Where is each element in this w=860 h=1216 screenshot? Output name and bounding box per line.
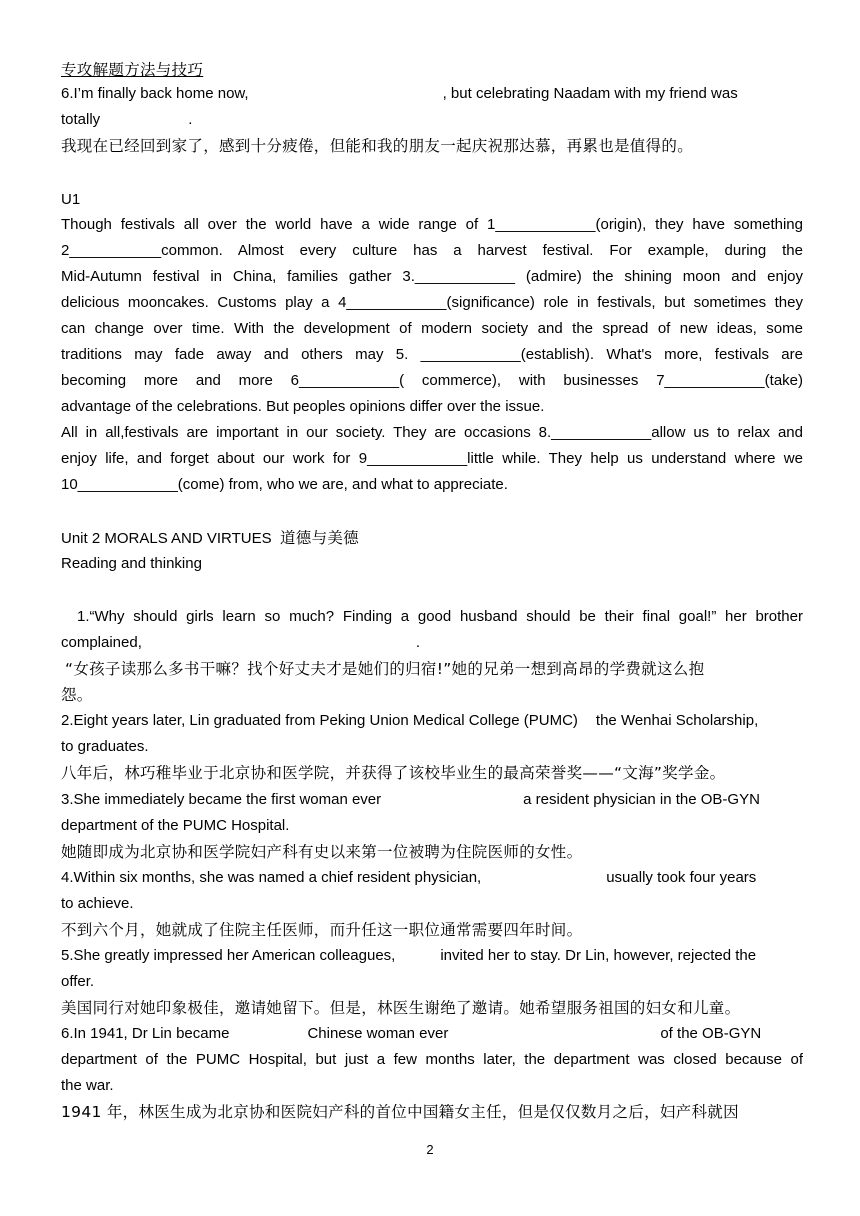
page-number: 2: [426, 1142, 434, 1157]
item-6-line-2: department of the PUMC Hospital, but just a few months later, the department was closed because of: [61, 1051, 803, 1068]
item-1-line-1: 1.“Why should girls learn so much? Finding a good husband should be their final goal!” her brother: [77, 608, 803, 625]
item-3-line-1: [61, 790, 803, 810]
unit2-heading-cn: 道德与美德: [279, 529, 359, 547]
unit2-subheading: Reading and thinking: [61, 555, 202, 572]
item-5-line-2: offer.: [61, 973, 95, 990]
u1-line: can change over time. With the development of modern society and the spread of new ideas, some: [61, 320, 803, 337]
item-text: complained,: [61, 634, 142, 651]
item-3-translation: 她随即成为北京协和医学院妇产科有史以来第一位被聘为住院医师的女性。: [61, 843, 583, 861]
item-2-line-1: [61, 711, 803, 731]
item-2-translation: 八年后，林巧稚毕业于北京协和医学院，并获得了该校毕业生的最高荣誉奖——“文海”奖学金。: [61, 764, 726, 782]
u1-line: Mid-Autumn festival in China, families gather 3.____________ (admire) the shining moon and enjoy: [61, 268, 803, 285]
item-4-translation: 不到六个月，她就成了住院主任医师，而升任这一职位通常需要四年时间。: [61, 921, 583, 939]
u1-line: advantage of the celebrations. But peoples opinions differ over the issue.: [61, 398, 545, 415]
intro-line-1: [61, 84, 803, 104]
u1-line: delicious mooncakes. Customs play a 4____________(significance) role in festivals, but sometimes they: [61, 294, 803, 311]
u1-line: traditions may fade away and others may 5. ____________(establish). What's more, festivals are: [61, 346, 803, 363]
u1-line: becoming more and more 6____________( commerce), with businesses 7____________(take): [61, 372, 803, 389]
section-title: 专攻解题方法与技巧: [61, 61, 204, 79]
item-text: 2.Eight years later, Lin graduated from Peking Union Medical College (PUMC): [61, 712, 578, 729]
item-text: invited her to stay. Dr Lin, however, rejected the: [440, 947, 757, 964]
intro-text: , but celebrating Naadam with my friend was: [442, 85, 738, 102]
item-text: 6.In 1941, Dr Lin became: [61, 1025, 230, 1042]
item-text: of the OB-GYN: [660, 1025, 762, 1042]
item-text: Chinese woman ever: [307, 1025, 449, 1042]
intro-text: .: [188, 111, 193, 128]
item-text: a resident physician in the OB-GYN: [523, 791, 760, 808]
intro-line-2: [61, 110, 803, 130]
item-4-line-2: to achieve.: [61, 895, 134, 912]
item-2-line-2: to graduates.: [61, 738, 149, 755]
intro-text: totally: [61, 111, 101, 128]
u1-line: Though festivals all over the world have a wide range of 1____________(origin), they have something: [61, 216, 803, 233]
u1-line: All in all,festivals are important in our society. They are occasions 8.____________allow us to relax and: [61, 424, 803, 441]
item-1-line-2: [61, 633, 803, 653]
item-1-translation-2: 怨。: [61, 686, 93, 704]
item-text: 4.Within six months, she was named a chief resident physician,: [61, 869, 482, 886]
item-text: the Wenhai Scholarship,: [595, 712, 759, 729]
u1-line: enjoy life, and forget about our work for 9____________little while. They help us understand where we: [61, 450, 803, 467]
item-5-translation: 美国同行对她印象极佳，邀请她留下。但是，林医生谢绝了邀请。她希望服务祖国的妇女和儿童。: [61, 999, 741, 1017]
item-text: 3.She immediately became the first woman ever: [61, 791, 382, 808]
item-4-line-1: [61, 868, 803, 888]
u1-line: 2___________common. Almost every culture has a harvest festival. For example, during the: [61, 242, 803, 259]
intro-text: 6.I’m finally back home now,: [61, 85, 249, 102]
unit2-heading-en: Unit 2 MORALS AND VIRTUES: [61, 530, 272, 547]
item-3-line-2: department of the PUMC Hospital.: [61, 817, 290, 834]
item-text: .: [415, 634, 421, 651]
item-6-translation: 1941 年，林医生成为北京协和医院妇产科的首位中国籍女主任，但是仅仅数月之后，妇产科就因: [61, 1103, 739, 1121]
u1-heading: U1: [61, 191, 81, 208]
item-1-translation: “女孩子读那么多书干嘛？找个好丈夫才是她们的归宿!”她的兄弟一想到高昂的学费就这么抱: [65, 660, 705, 678]
item-6-line-3: the war.: [61, 1077, 114, 1094]
item-text: usually took four years: [606, 869, 757, 886]
item-5-line-1: [61, 946, 803, 966]
u1-line: 10____________(come) from, who we are, and what to appreciate.: [61, 476, 508, 493]
unit2-heading: [61, 528, 803, 549]
item-text: 5.She greatly impressed her American colleagues,: [61, 947, 396, 964]
item-6-line-1: [61, 1024, 803, 1044]
intro-translation: 我现在已经回到家了，感到十分疲倦，但能和我的朋友一起庆祝那达慕，再累也是值得的。: [61, 137, 694, 155]
